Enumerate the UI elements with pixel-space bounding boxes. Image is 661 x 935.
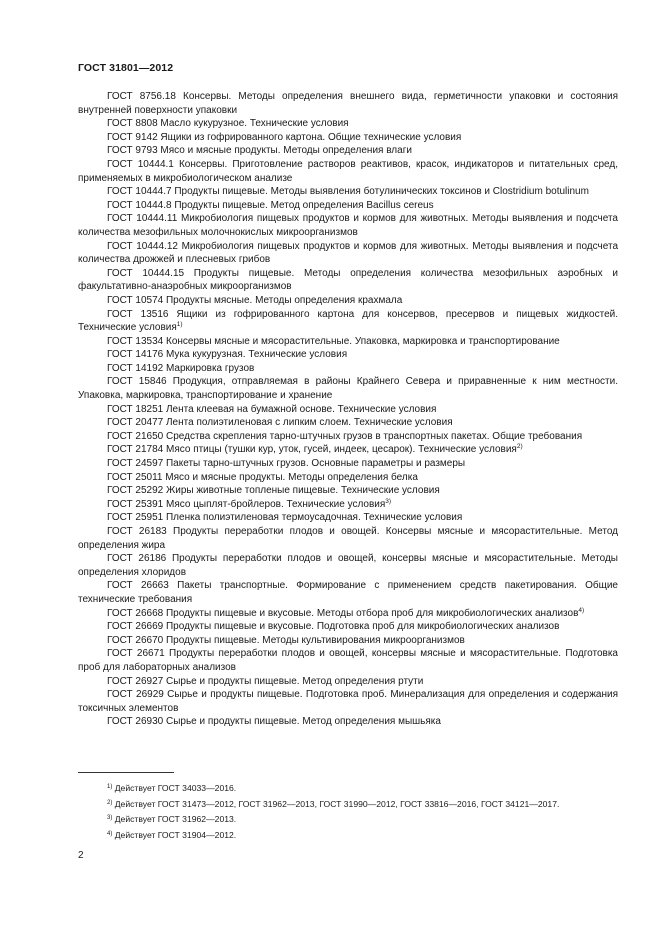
reference-text: ГОСТ 8756.18 Консервы. Методы определения внешнего вида, герметичности упаковки и состояния внутренней поверхности упаковки [78,91,618,116]
reference-text: ГОСТ 26669 Продукты пищевые и вкусовые. Подготовка проб для микробиологических анализов [107,621,560,633]
normative-references-list [78,90,618,729]
reference-item [78,90,618,117]
footnote-text: Действует ГОСТ 31473—2012, ГОСТ 31962—2013, ГОСТ 31990—2012, ГОСТ 33816—2016, ГОСТ 34121—2017. [114,798,560,809]
reference-item [78,348,618,362]
footnote-mark: 2) [107,799,113,806]
footnote-marker: 1) [176,321,183,329]
reference-item [78,579,618,606]
reference-text: ГОСТ 26671 Продукты переработки плодов и овощей, консервы мясные и мясорастительные. Подготовка проб для лабораторных анализов [78,648,618,673]
reference-text: ГОСТ 10574 Продукты мясные. Методы определения крахмала [107,294,403,306]
reference-item [78,443,618,457]
footnote-mark: 3) [107,815,113,822]
reference-item [78,144,618,158]
reference-item [78,457,618,471]
reference-item [78,525,618,552]
reference-item [78,403,618,417]
reference-text: ГОСТ 21650 Средства скрепления тарно-штучных грузов в транспортных пакетах. Общие требования [107,430,583,442]
reference-text: ГОСТ 13534 Консервы мясные и мясорастительные. Упаковка, маркировка и транспортирование [107,335,560,347]
reference-item [78,430,618,444]
reference-item [78,117,618,131]
reference-text: ГОСТ 26663 Пакеты транспортные. Формирование с применением средств пакетирования. Общие технические требования [78,580,618,605]
reference-text: ГОСТ 9142 Ящики из гофрированного картона. Общие технические условия [107,131,462,143]
footnote-item [78,797,638,813]
reference-text: ГОСТ 25292 Жиры животные топленые пищевые. Технические условия [107,485,440,497]
page-number: 2 [78,850,84,861]
reference-item [78,675,618,689]
reference-item [78,199,618,213]
reference-item [78,131,618,145]
reference-text: ГОСТ 26668 Продукты пищевые и вкусовые. Методы отбора проб для микробиологических анализов [107,607,579,619]
footnote-item [78,828,638,844]
footnote-mark: 4) [107,830,113,837]
reference-item [78,267,618,294]
reference-text: ГОСТ 25011 Мясо и мясные продукты. Методы определения белка [107,471,418,483]
reference-item [78,634,618,648]
reference-item [78,375,618,402]
reference-item [78,158,618,185]
footnote-separator [78,772,174,773]
reference-text: ГОСТ 21784 Мясо птицы (тушки кур, уток, гусей, индеек, цесарок). Технические условия [107,444,517,456]
reference-text: ГОСТ 10444.7 Продукты пищевые. Методы выявления ботулинических токсинов и Clostridium botulinum [107,186,589,198]
footnote-item [78,812,638,828]
reference-item [78,484,618,498]
footnote-item [78,781,638,797]
reference-text: ГОСТ 26930 Сырье и продукты пищевые. Метод определения мышьяка [107,716,441,728]
reference-text: ГОСТ 9793 Мясо и мясные продукты. Методы определения влаги [107,145,412,157]
reference-text: ГОСТ 10444.1 Консервы. Приготовление растворов реактивов, красок, индикаторов и питательных сред, применяемых в микробиологическом анализе [78,158,618,184]
reference-item [78,607,618,621]
reference-item [78,212,618,239]
reference-text: ГОСТ 26670 Продукты пищевые. Методы культивирования микроорганизмов [107,634,465,646]
reference-item [78,647,618,674]
reference-item [78,471,618,485]
reference-text: ГОСТ 14192 Маркировка грузов [107,362,255,374]
reference-text: ГОСТ 20477 Лента полиэтиленовая с липким слоем. Технические условия [107,417,453,429]
footnote-marker: 2) [516,443,523,451]
reference-item [78,552,618,579]
footnotes [78,781,638,843]
reference-text: ГОСТ 26927 Сырье и продукты пищевые. Метод определения ртути [107,675,424,687]
footnote-text: Действует ГОСТ 34033—2016. [114,783,237,793]
footnote-mark: 1) [107,784,113,790]
reference-item [78,308,618,335]
reference-item [78,335,618,349]
reference-item [78,498,618,512]
document-header: ГОСТ 31801—2012 [78,62,174,74]
footnote-text: Действует ГОСТ 31904—2012. [114,829,237,840]
reference-text: ГОСТ 25391 Мясо цыплят-бройлеров. Технические условия [107,498,386,510]
reference-text: ГОСТ 8808 Масло кукурузное. Технические условия [107,118,349,130]
reference-item [78,620,618,634]
reference-item [78,715,618,729]
reference-text: ГОСТ 26929 Сырье и продукты пищевые. Подготовка проб. Минерализация для определения и содержания токсичных элементов [78,689,618,714]
reference-text: ГОСТ 26186 Продукты переработки плодов и овощей, консервы мясные и мясорастительные. Методы определения хлоридов [78,553,618,578]
reference-item [78,688,618,715]
reference-text: ГОСТ 10444.8 Продукты пищевые. Метод определения Bacillus cereus [107,199,434,211]
reference-item [78,362,618,376]
reference-text: ГОСТ 10444.12 Микробиология пищевых продуктов и кормов для животных. Методы выявления и подсчета количества дрожжей и плесневых грибов [78,240,618,266]
reference-text: ГОСТ 25951 Пленка полиэтиленовая термоусадочная. Технические условия [107,512,463,524]
reference-text: ГОСТ 15846 Продукция, отправляемая в районы Крайнего Севера и приравненные к ним местности. Упаковка, маркировка, транспортирование и хранение [78,376,618,402]
reference-text: ГОСТ 24597 Пакеты тарно-штучных грузов. Основные параметры и размеры [107,458,466,470]
reference-item [78,294,618,308]
reference-text: ГОСТ 10444.15 Продукты пищевые. Методы определения количества мезофильных аэробных и факультативно-анаэробных микроорганизмов [78,267,618,293]
reference-item [78,240,618,267]
footnote-text: Действует ГОСТ 31962—2013. [114,814,237,825]
footnote-marker: 4) [578,606,585,614]
reference-text: ГОСТ 10444.11 Микробиология пищевых продуктов и кормов для животных. Методы выявления и подсчета количества мезофильных молочнокислых микроорганизмов [78,213,618,238]
reference-item [78,416,618,430]
footnote-marker: 3) [385,497,392,505]
reference-text: ГОСТ 13516 Ящики из гофрированного картона для консервов, пресервов и пищевых жидкостей. Технические условия [78,308,618,334]
reference-text: ГОСТ 18251 Лента клеевая на бумажной основе. Технические условия [107,403,437,415]
reference-item [78,185,618,199]
reference-text: ГОСТ 26183 Продукты переработки плодов и овощей. Консервы мясные и мясорастительные. Метод определения жира [78,526,618,551]
reference-item [78,511,618,525]
reference-text: ГОСТ 14176 Мука кукурузная. Технические условия [107,349,348,361]
